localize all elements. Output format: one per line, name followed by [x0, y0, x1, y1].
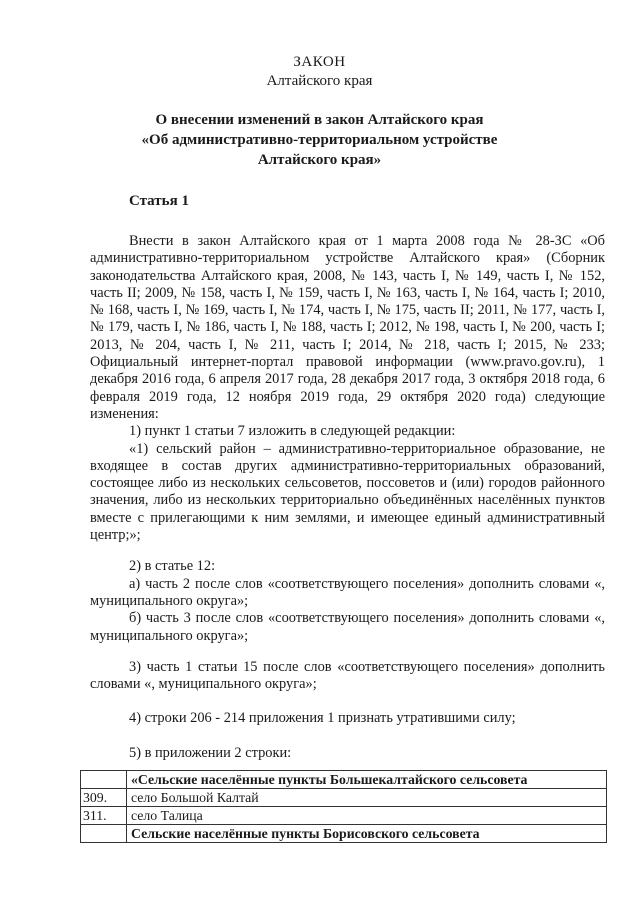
item-2a: а) часть 2 после слов «соответствующего поселения» дополнить словами «, муниципального округа»; [90, 575, 605, 609]
law-title-line-1: О внесении изменений в закон Алтайского края [155, 112, 484, 128]
law-title-line-3: Алтайского края» [257, 152, 382, 168]
law-heading: ЗАКОН [293, 54, 346, 70]
table-row [81, 825, 607, 843]
table-row [81, 771, 607, 789]
law-title [0, 110, 639, 170]
item-2: 2) в статье 12: [129, 558, 216, 575]
row-number: 311. [81, 807, 127, 825]
item-1: 1) пункт 1 статьи 7 изложить в следующей редакции: [129, 423, 456, 440]
row-text: «Сельские населённые пункты Большекалтайского сельсовета [127, 771, 607, 789]
spacer [90, 544, 605, 558]
document-header [0, 53, 639, 91]
item-1-quote: «1) сельский район – административно-территориальное образование, не входящее в состав других административно-территориальных образований, состоящее либо из нескольких сельсоветов, поссоветов и (или) городов районного значения, либо из нескольких территориально объединённых населённых пунктов вместе с прилегающими к ним землями, и имеющее единый административный центр;»; [90, 440, 605, 544]
item-4: 4) строки 206 - 214 приложения 1 признать утратившими силу; [129, 710, 516, 727]
row-number [81, 771, 127, 789]
row-text: село Талица [127, 807, 607, 825]
settlements-table [80, 770, 607, 843]
spacer [90, 693, 605, 710]
row-text: село Большой Калтай [127, 789, 607, 807]
law-title-line-2: «Об административно-территориальном устройстве [141, 132, 498, 148]
spacer [90, 728, 605, 745]
table-row [81, 807, 607, 825]
law-region: Алтайского края [266, 73, 373, 89]
item-2b: б) часть 3 после слов «соответствующего поселения» дополнить словами «, муниципального округа»; [90, 610, 605, 644]
row-number: 309. [81, 789, 127, 807]
article-heading: Статья 1 [129, 193, 189, 209]
document-body [90, 233, 605, 762]
item-5: 5) в приложении 2 строки: [129, 744, 292, 761]
item-3: 3) часть 1 статьи 15 после слов «соответствующего поселения» дополнить словами «, муниципального округа»; [90, 658, 605, 693]
row-number [81, 825, 127, 843]
row-text: Сельские населённые пункты Борисовского сельсовета [127, 825, 607, 843]
table-row [81, 789, 607, 807]
spacer [90, 645, 605, 659]
intro-paragraph: Внести в закон Алтайского края от 1 марта 2008 года № 28-ЗС «Об административно-территориальном устройстве Алтайского края» (Сборник законодательства Алтайского края, 2008, № 143, часть I, № 149, часть I, № 152, часть II; 2009, № 158, часть I, № 159, часть I, № 163, часть I, № 164, часть I; 2010, № 168, часть I, № 169, часть I, № 174, часть I, № 175, часть II; 2011, № 177, часть I, № 179, часть I, № 186, часть I, № 188, часть I; 2012, № 198, часть I, № 200, часть I; 2013, № 204, часть I, № 211, часть I; 2014, № 218, часть I; 2015, № 233; Официальный интернет-портал правовой информации (www.pravo.gov.ru), 1 декабря 2016 года, 6 апреля 2017 года, 28 декабря 2017 года, 3 октября 2018 года, 6 февраля 2019 года, 12 ноября 2019 года, 29 октября 2020 года) следующие изменения: [90, 233, 605, 422]
